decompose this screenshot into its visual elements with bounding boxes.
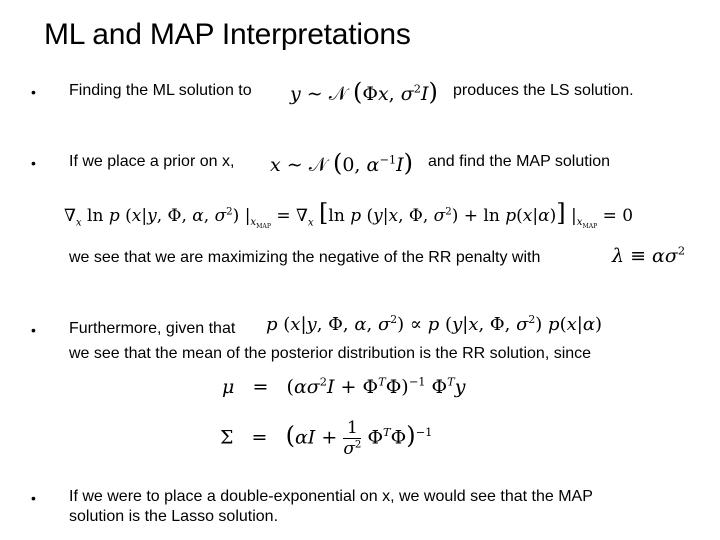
bullet-1-text-b: produces the LS solution.: [453, 82, 634, 99]
slide-title: ML and MAP Interpretations: [44, 18, 411, 51]
equation-lambda: $\lambda \equiv \alpha\sigma^2$: [612, 243, 686, 267]
bullet-4-marker: •: [31, 490, 36, 506]
bullet-1-text-a: Finding the ML solution to: [69, 82, 252, 99]
bullet-4-text-a: If we were to place a double-exponential on x, we would see that the MAP: [69, 488, 593, 505]
bullet-2-text-a: If we place a prior on x,: [69, 153, 235, 170]
bullet-3-marker: •: [31, 322, 36, 338]
bullet-1-marker: •: [31, 84, 36, 100]
bullet-2-text-c: we see that we are maximizing the negative of the RR penalty with: [69, 249, 541, 266]
equation-likelihood: y ∼ 𝒩 (Φx, $\sigma^2I$): [290, 78, 438, 106]
bullet-2-marker: •: [31, 155, 36, 171]
bullet-3-text-a: Furthermore, given that: [69, 320, 236, 337]
equation-posterior-proportional: p (x|y, Φ, α, $\sigma^2) \propto p$ (y|x, Φ, $\sigma^2$) p(x|α): [266, 313, 603, 335]
equation-map-gradient: $\nabla_x$ ln p (x|y, Φ, α, $\sigma^2$) $|_{x_{MAP}} = \nabla_x$ [ln p (y|x, Φ, $\sigma^2) + \ln p(x|\alpha)$] $|_{x_{MAP}} = 0$: [64, 199, 634, 231]
bullet-3-text-b: we see that the mean of the posterior distribution is the RR solution, since: [69, 345, 592, 362]
equation-posterior-mean: $\mu = (\alpha\sigma^2I + \Phi^T\Phi)^{-1}$ $\Phi^Ty$: [222, 374, 466, 398]
bullet-4-text-b: solution is the Lasso solution.: [69, 508, 279, 525]
equation-posterior-covariance: Σ = (αI + $\frac{1}{\sigma^2}$ $\Phi^T\Phi)^{-1}$: [220, 418, 433, 459]
equation-prior: x ∼ 𝒩 (0, $\alpha^{-1}I$): [270, 149, 414, 177]
bullet-2-text-b: and find the MAP solution: [428, 153, 611, 170]
